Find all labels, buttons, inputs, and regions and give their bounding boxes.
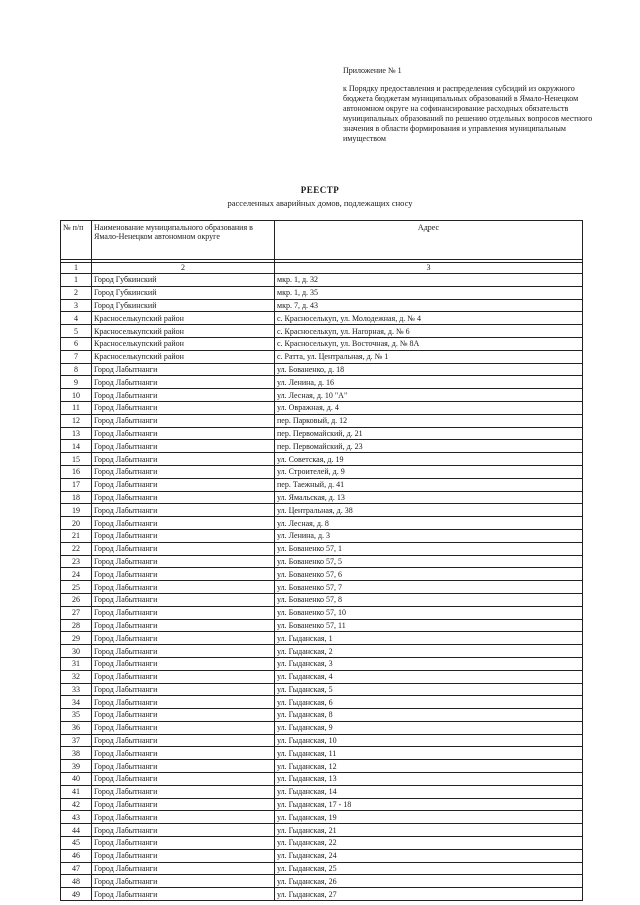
row-number: 29 [61, 632, 92, 645]
row-address: ул. Бованенко 57, 1 [275, 542, 583, 555]
row-number: 22 [61, 542, 92, 555]
table-row [61, 529, 583, 542]
row-municipality: Город Лабытнанги [92, 875, 275, 888]
row-municipality: Красноселькупский район [92, 312, 275, 325]
row-municipality: Город Лабытнанги [92, 491, 275, 504]
row-address: с. Красноселькуп, ул. Молодежная, д. № 4 [275, 312, 583, 325]
table-row [61, 440, 583, 453]
table-row [61, 632, 583, 645]
table-row [61, 337, 583, 350]
row-address: ул. Бованенко, д. 18 [275, 363, 583, 376]
table-row [61, 619, 583, 632]
row-address: ул. Бованенко 57, 5 [275, 555, 583, 568]
row-address: ул. Гыданская, 9 [275, 721, 583, 734]
row-number: 23 [61, 555, 92, 568]
row-address: пер. Первомайский, д. 21 [275, 427, 583, 440]
table-row [61, 274, 583, 287]
row-address: ул. Центральная, д. 38 [275, 504, 583, 517]
table-row [61, 376, 583, 389]
row-address: ул. Гыданская, 27 [275, 888, 583, 901]
document-title: РЕЕСТР [300, 185, 340, 195]
table-row [61, 862, 583, 875]
row-municipality: Город Лабытнанги [92, 363, 275, 376]
row-address: ул. Ленина, д. 3 [275, 529, 583, 542]
row-address: ул. Бованенко 57, 8 [275, 593, 583, 606]
row-address: ул. Строителей, д. 9 [275, 465, 583, 478]
table-row [61, 478, 583, 491]
row-municipality: Город Лабытнанги [92, 645, 275, 658]
table-row [61, 696, 583, 709]
row-municipality: Город Лабытнанги [92, 568, 275, 581]
row-address: мкр. 1, д. 32 [275, 274, 583, 287]
table-row [61, 593, 583, 606]
header-number: № п/п [61, 221, 92, 260]
row-address: ул. Лесная, д. 8 [275, 517, 583, 530]
table-row [61, 517, 583, 530]
row-number: 1 [61, 274, 92, 287]
row-municipality: Город Лабытнанги [92, 670, 275, 683]
row-address: ул. Бованенко 57, 10 [275, 606, 583, 619]
table-row [61, 760, 583, 773]
row-municipality: Город Лабытнанги [92, 785, 275, 798]
table-row [61, 773, 583, 786]
row-municipality: Город Лабытнанги [92, 721, 275, 734]
row-municipality: Город Губкинский [92, 286, 275, 299]
row-address: ул. Бованенко 57, 11 [275, 619, 583, 632]
header-address: Адрес [275, 221, 583, 260]
row-municipality: Город Лабытнанги [92, 376, 275, 389]
row-municipality: Город Лабытнанги [92, 440, 275, 453]
row-address: ул. Гыданская, 26 [275, 875, 583, 888]
row-address: с. Красноселькуп, ул. Восточная, д. № 8А [275, 337, 583, 350]
row-municipality: Город Лабытнанги [92, 734, 275, 747]
table-row [61, 286, 583, 299]
row-municipality: Город Лабытнанги [92, 888, 275, 901]
row-address: ул. Гыданская, 17 - 18 [275, 798, 583, 811]
table-row [61, 504, 583, 517]
row-municipality: Город Губкинский [92, 299, 275, 312]
row-municipality: Город Лабытнанги [92, 709, 275, 722]
row-municipality: Город Лабытнанги [92, 683, 275, 696]
row-number: 6 [61, 337, 92, 350]
table-row [61, 581, 583, 594]
row-address: мкр. 1, д. 35 [275, 286, 583, 299]
row-municipality: Город Губкинский [92, 274, 275, 287]
row-municipality: Город Лабытнанги [92, 657, 275, 670]
row-number: 40 [61, 773, 92, 786]
table-row [61, 811, 583, 824]
row-municipality: Город Лабытнанги [92, 465, 275, 478]
appendix-block [343, 66, 598, 144]
row-number: 27 [61, 606, 92, 619]
row-municipality: Город Лабытнанги [92, 414, 275, 427]
row-number: 13 [61, 427, 92, 440]
row-address: ул. Гыданская, 4 [275, 670, 583, 683]
row-number: 49 [61, 888, 92, 901]
row-number: 31 [61, 657, 92, 670]
registry-table [60, 220, 583, 901]
table-row [61, 709, 583, 722]
row-number: 12 [61, 414, 92, 427]
column-number-row [61, 263, 583, 274]
row-number: 10 [61, 389, 92, 402]
column-number: 2 [92, 263, 275, 274]
row-number: 17 [61, 478, 92, 491]
table-row [61, 670, 583, 683]
row-number: 16 [61, 465, 92, 478]
row-address: ул. Гыданская, 21 [275, 824, 583, 837]
table-row [61, 453, 583, 466]
header-municipality: Наименование муниципального образования в Ямало-Ненецком автономном округе [92, 221, 275, 260]
row-address: ул. Гыданская, 25 [275, 862, 583, 875]
row-municipality: Город Лабытнанги [92, 760, 275, 773]
row-number: 18 [61, 491, 92, 504]
row-municipality: Город Лабытнанги [92, 504, 275, 517]
row-number: 42 [61, 798, 92, 811]
column-number: 1 [61, 263, 92, 274]
document-subtitle: расселенных аварийных домов, подлежащих сносу [227, 198, 413, 208]
row-address: ул. Лесная, д. 10 "А" [275, 389, 583, 402]
row-number: 44 [61, 824, 92, 837]
row-municipality: Город Лабытнанги [92, 389, 275, 402]
row-number: 34 [61, 696, 92, 709]
row-municipality: Город Лабытнанги [92, 427, 275, 440]
row-municipality: Город Лабытнанги [92, 478, 275, 491]
row-municipality: Красноселькупский район [92, 337, 275, 350]
table-row [61, 555, 583, 568]
table-row [61, 747, 583, 760]
row-address: ул. Гыданская, 1 [275, 632, 583, 645]
row-number: 20 [61, 517, 92, 530]
table-row [61, 837, 583, 850]
table-row [61, 427, 583, 440]
row-address: ул. Бованенко 57, 7 [275, 581, 583, 594]
row-municipality: Город Лабытнанги [92, 593, 275, 606]
row-number: 43 [61, 811, 92, 824]
row-municipality: Красноселькупский район [92, 325, 275, 338]
row-municipality: Город Лабытнанги [92, 798, 275, 811]
row-municipality: Красноселькупский район [92, 350, 275, 363]
row-address: ул. Гыданская, 24 [275, 849, 583, 862]
row-number: 35 [61, 709, 92, 722]
table-row [61, 350, 583, 363]
row-address: ул. Гыданская, 5 [275, 683, 583, 696]
row-address: пер. Таежный, д. 41 [275, 478, 583, 491]
row-municipality: Город Лабытнанги [92, 619, 275, 632]
row-municipality: Город Лабытнанги [92, 542, 275, 555]
row-address: ул. Овражная, д. 4 [275, 401, 583, 414]
row-number: 33 [61, 683, 92, 696]
row-number: 4 [61, 312, 92, 325]
table-row [61, 363, 583, 376]
row-address: пер. Первомайский, д. 23 [275, 440, 583, 453]
row-municipality: Город Лабытнанги [92, 696, 275, 709]
row-municipality: Город Лабытнанги [92, 747, 275, 760]
row-number: 47 [61, 862, 92, 875]
row-address: ул. Ямальская, д. 13 [275, 491, 583, 504]
table-row [61, 657, 583, 670]
row-address: ул. Гыданская, 6 [275, 696, 583, 709]
table-body [61, 260, 583, 901]
row-number: 26 [61, 593, 92, 606]
row-number: 9 [61, 376, 92, 389]
row-municipality: Город Лабытнанги [92, 773, 275, 786]
table-row [61, 888, 583, 901]
table-row [61, 824, 583, 837]
table-row [61, 465, 583, 478]
row-number: 21 [61, 529, 92, 542]
table-row [61, 798, 583, 811]
row-address: ул. Гыданская, 19 [275, 811, 583, 824]
row-municipality: Город Лабытнанги [92, 862, 275, 875]
row-address: ул. Гыданская, 13 [275, 773, 583, 786]
table-row [61, 875, 583, 888]
row-number: 48 [61, 875, 92, 888]
table-row [61, 312, 583, 325]
row-number: 45 [61, 837, 92, 850]
row-municipality: Город Лабытнанги [92, 581, 275, 594]
row-number: 41 [61, 785, 92, 798]
row-address: пер. Парковый, д. 12 [275, 414, 583, 427]
row-number: 2 [61, 286, 92, 299]
row-municipality: Город Лабытнанги [92, 849, 275, 862]
table-row [61, 606, 583, 619]
table-row [61, 683, 583, 696]
appendix-number: Приложение № 1 [343, 66, 402, 75]
row-address: ул. Гыданская, 3 [275, 657, 583, 670]
row-address: ул. Гыданская, 12 [275, 760, 583, 773]
row-municipality: Город Лабытнанги [92, 837, 275, 850]
row-municipality: Город Лабытнанги [92, 529, 275, 542]
row-municipality: Город Лабытнанги [92, 606, 275, 619]
row-number: 7 [61, 350, 92, 363]
row-number: 25 [61, 581, 92, 594]
table-row [61, 645, 583, 658]
row-number: 36 [61, 721, 92, 734]
row-address: ул. Гыданская, 14 [275, 785, 583, 798]
row-number: 11 [61, 401, 92, 414]
row-address: мкр. 7, д. 43 [275, 299, 583, 312]
row-number: 14 [61, 440, 92, 453]
table-row [61, 785, 583, 798]
row-number: 30 [61, 645, 92, 658]
row-municipality: Город Лабытнанги [92, 632, 275, 645]
row-number: 3 [61, 299, 92, 312]
row-address: ул. Гыданская, 22 [275, 837, 583, 850]
row-number: 8 [61, 363, 92, 376]
row-number: 46 [61, 849, 92, 862]
appendix-text: к Порядку предоставления и распределения субсидий из окружного бюджета бюджетам муниципальных образований в Ямало-Ненецком автономном округе на софинансирование расходных обязательств муниципальных образований по решению отдельных вопросов местного значения в области формирования и управления муниципальным имуществом [343, 84, 593, 143]
row-number: 5 [61, 325, 92, 338]
row-municipality: Город Лабытнанги [92, 453, 275, 466]
table-header [61, 221, 583, 260]
row-municipality: Город Лабытнанги [92, 401, 275, 414]
row-address: ул. Советская, д. 19 [275, 453, 583, 466]
column-number: 3 [275, 263, 583, 274]
table-row [61, 299, 583, 312]
row-address: ул. Гыданская, 8 [275, 709, 583, 722]
table-row [61, 849, 583, 862]
row-number: 39 [61, 760, 92, 773]
row-address: с. Красноселькуп, ул. Нагорная, д. № 6 [275, 325, 583, 338]
row-number: 15 [61, 453, 92, 466]
table-row [61, 542, 583, 555]
row-address: с. Ратта, ул. Центральная, д. № 1 [275, 350, 583, 363]
row-number: 38 [61, 747, 92, 760]
table-row [61, 721, 583, 734]
row-number: 32 [61, 670, 92, 683]
row-address: ул. Гыданская, 2 [275, 645, 583, 658]
row-number: 28 [61, 619, 92, 632]
row-municipality: Город Лабытнанги [92, 811, 275, 824]
row-municipality: Город Лабытнанги [92, 555, 275, 568]
table-row [61, 491, 583, 504]
row-address: ул. Гыданская, 11 [275, 747, 583, 760]
table-row [61, 401, 583, 414]
row-number: 19 [61, 504, 92, 517]
table-row [61, 414, 583, 427]
table-row [61, 325, 583, 338]
table-row [61, 734, 583, 747]
row-municipality: Город Лабытнанги [92, 824, 275, 837]
row-address: ул. Бованенко 57, 6 [275, 568, 583, 581]
row-number: 24 [61, 568, 92, 581]
row-municipality: Город Лабытнанги [92, 517, 275, 530]
row-address: ул. Гыданская, 10 [275, 734, 583, 747]
table-row [61, 389, 583, 402]
row-number: 37 [61, 734, 92, 747]
row-address: ул. Ленина, д. 16 [275, 376, 583, 389]
table-row [61, 568, 583, 581]
